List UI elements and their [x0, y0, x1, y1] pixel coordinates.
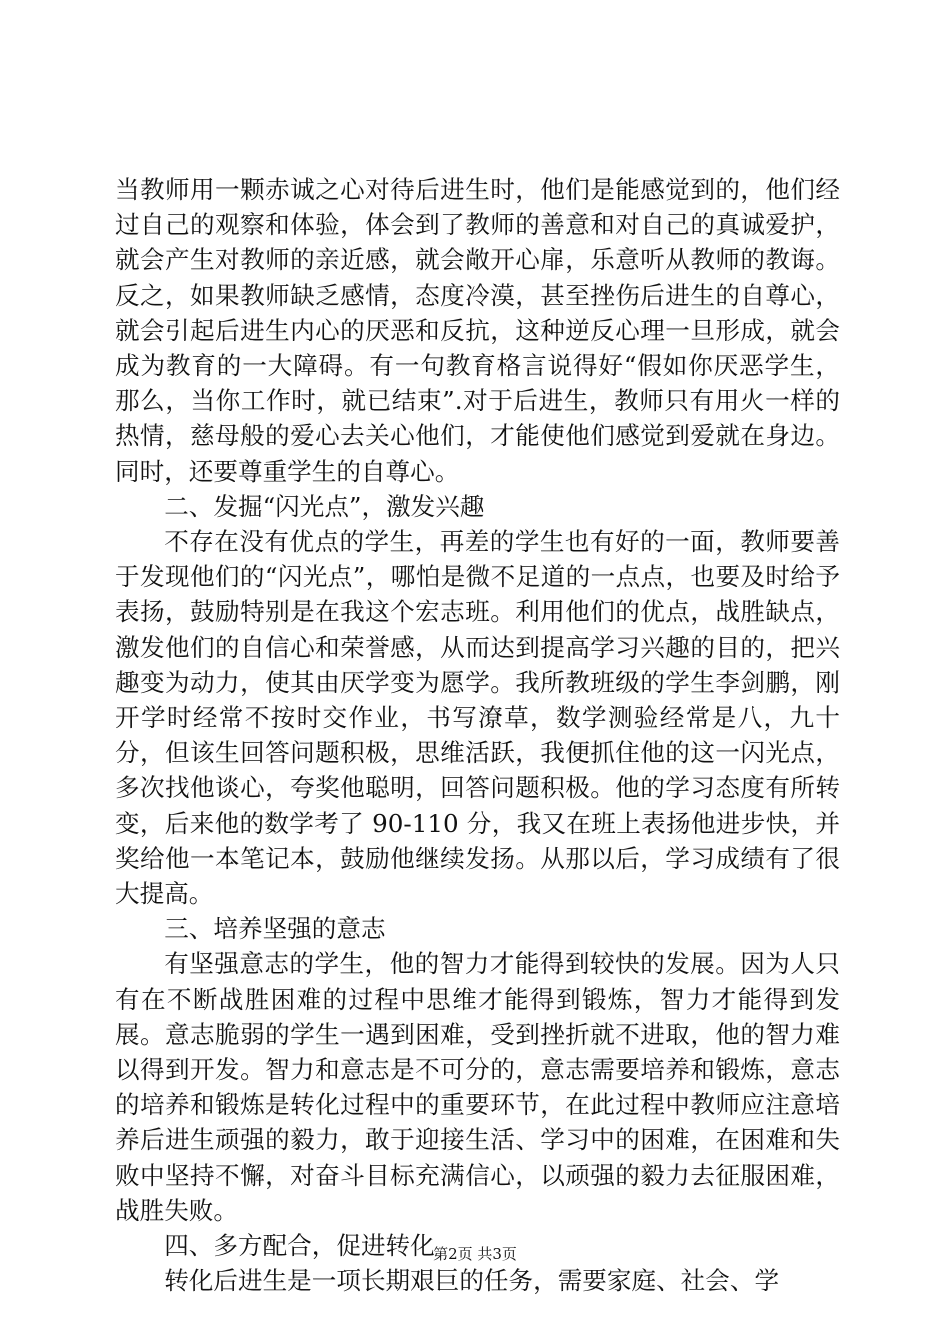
document-body [115, 172, 840, 1299]
section-heading-4: 四、多方配合，促进转化 [164, 1231, 435, 1261]
paragraph-2: 不存在没有优点的学生，再差的学生也有好的一面，教师要善于发现他们的“闪光点”，哪怕是微不足道的一点点，也要及时给予表扬，鼓励特别是在我这个宏志班。利用他们的优点，战胜缺点，激发他们的自信心和荣誉感，从而达到提高学习兴趣的目的，把兴趣变为动力，使其由厌学变为愿学。我所教班级的学生李剑鹏，刚开学时经常不按时交作业，书写潦草，数学测验经常是八，九十分，但该生回答问题积极，思维活跃，我便抓住他的这一闪光点，多次找他谈心，夸奖他聪明，回答问题积极。他的学习态度有所转变，后来他的数学考了 90-110 分，我又在班上表扬他进步快，并奖给他一本笔记本，鼓励他继续发扬。从那以后，学习成绩有了很大提高。 [115, 527, 840, 909]
section-heading-3: 三、培养坚强的意志 [164, 914, 386, 944]
page-number-footer: 第2页 共3页 [433, 1245, 517, 1263]
section-heading-2: 二、发掘“闪光点”，激发兴趣 [164, 491, 485, 521]
paragraph-1: 当教师用一颗赤诚之心对待后进生时，他们是能感觉到的，他们经过自己的观察和体验，体会到了教师的善意和对自己的真诚爱护，就会产生对教师的亲近感，就会敞开心扉，乐意听从教师的教诲。反之，如果教师缺乏感情，态度冷漠，甚至挫伤后进生的自尊心，就会引起后进生内心的厌恶和反抗，这种逆反心理一旦形成，就会成为教育的一大障碍。有一句教育格言说得好“假如你厌恶学生，那么，当你工作时，就已结束”.对于后进生，教师只有用火一样的热情，慈母般的爱心去关心他们，才能使他们感觉到爱就在身边。同时，还要尊重学生的自尊心。 [115, 175, 840, 486]
paragraph-3: 有坚强意志的学生，他的智力才能得到较快的发展。因为人只有在不断战胜困难的过程中思维才能得到锻炼，智力才能得到发展。意志脆弱的学生一遇到困难，受到挫折就不进取，他的智力难以得到开发。智力和意志是不可分的，意志需要培养和锻炼，意志的培养和锻炼是转化过程中的重要环节，在此过程中教师应注意培养后进生顽强的毅力，敢于迎接生活、学习中的困难，在困难和失败中坚持不懈，对奋斗目标充满信心，以顽强的毅力去征服困难，战胜失败。 [115, 949, 840, 1225]
paragraph-4: 转化后进生是一项长期艰巨的任务，需要家庭、社会、学 [164, 1266, 780, 1296]
